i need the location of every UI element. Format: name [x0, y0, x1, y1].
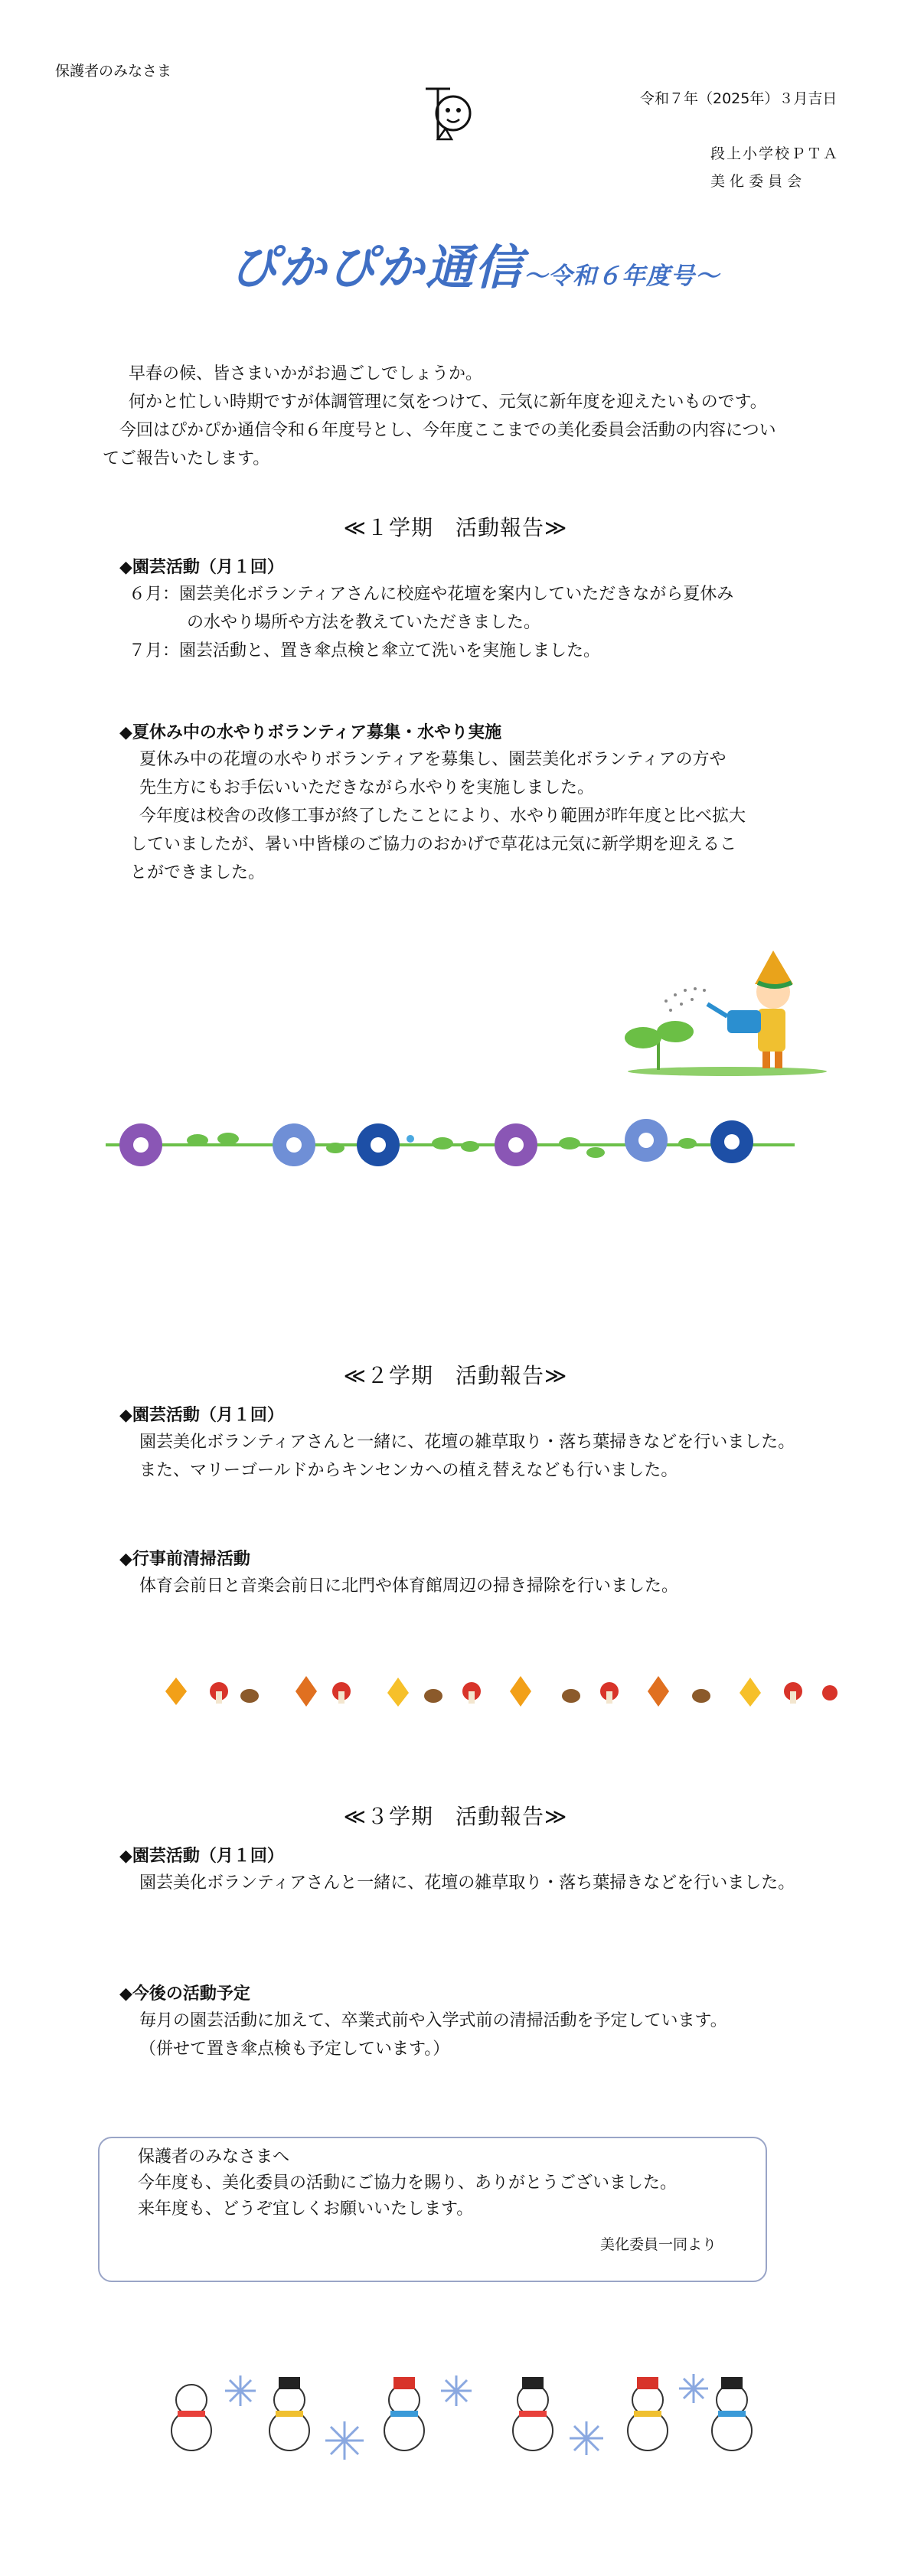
newsletter-title [230, 230, 720, 298]
term2-cleaning-line-1: 体育会前日と音楽会前日に北門や体育館周辺の掃き掃除を行いました。 [139, 1577, 679, 1596]
message-line-3: 来年度も、どうぞ宜しくお願いいたします。 [138, 2199, 474, 2219]
autumn-leaves-border [142, 1668, 847, 1717]
term1-gardening-line-2: の水やり場所や方法を教えていただきました。 [187, 613, 541, 632]
snowman-snowflake-border [161, 2360, 758, 2470]
intro-line-4: てご報告いたします。 [103, 449, 270, 468]
term1-watering-line-3: 今年度は校舎の改修工事が終了したことにより、水やり範囲が昨年度と比べ拡大 [139, 807, 746, 826]
term3-gardening-line-1: 園芸美化ボランティアさんと一緒に、花壇の雑草取り・落ち葉掃きなどを行いました。 [139, 1873, 795, 1893]
term3-heading: ≪３学期 活動報告≫ [343, 1804, 568, 1829]
term3-plans-line-2: （併せて置き傘点検も予定しています。） [139, 2040, 450, 2059]
org-name: 段上小学校ＰＴＡ [710, 145, 840, 162]
term1-watering-line-1: 夏休み中の花壇の水やりボランティアを募集し、園芸美化ボランティアの方や [139, 750, 727, 769]
watering-child-illustration [612, 924, 827, 1088]
pta-logo-icon [420, 84, 478, 145]
morning-glory-border [106, 1113, 795, 1177]
term2-cleaning-title: ◆行事前清掃活動 [119, 1550, 250, 1569]
term1-gardening-title: ◆園芸活動（月１回） [119, 558, 284, 577]
term2-gardening-title: ◆園芸活動（月１回） [119, 1406, 284, 1425]
term2-gardening-line-2: また、マリーゴールドからキンセンカへの植え替えなども行いました。 [139, 1461, 678, 1480]
term1-heading: ≪１学期 活動報告≫ [343, 515, 568, 540]
term3-plans-line-1: 毎月の園芸活動に加えて、卒業式前や入学式前の清掃活動を予定しています。 [139, 2011, 727, 2030]
term1-watering-line-4: していましたが、暑い中皆様のご協力のおかげで草花は元気に新学期を迎えるこ [130, 835, 737, 854]
committee-name: 美 化 委 員 会 [710, 173, 802, 190]
intro-line-3: 今回はぴかぴか通信令和６年度号とし、今年度ここまでの美化委員会活動の内容につい [119, 421, 776, 440]
term2-heading: ≪２学期 活動報告≫ [343, 1363, 568, 1388]
term2-gardening-line-1: 園芸美化ボランティアさんと一緒に、花壇の雑草取り・落ち葉掃きなどを行いました。 [139, 1433, 795, 1452]
intro-line-2: 何かと忙しい時期ですが体調管理に気をつけて、元気に新年度を迎えたいものです。 [129, 393, 767, 412]
addressee: 保護者のみなさま [55, 63, 172, 80]
issue-date: 令和７年（2025年）３月吉日 [640, 90, 838, 107]
term1-watering-line-5: とができました。 [130, 863, 266, 882]
message-line-1: 保護者のみなさまへ [138, 2147, 290, 2167]
title-sub: ～令和６年度号～ [524, 262, 720, 290]
intro-line-1: 早春の候、皆さまいかがお過ごしでしょうか。 [129, 364, 483, 383]
term1-watering-title: ◆夏休み中の水やりボランティア募集・水やり実施 [119, 723, 502, 742]
message-signature: 美化委員一同より [600, 2236, 717, 2253]
term1-gardening-line-1: ６月：園芸美化ボランティアさんに校庭や花壇を案内していただきながら夏休み [129, 585, 734, 604]
term3-gardening-title: ◆園芸活動（月１回） [119, 1847, 284, 1866]
term1-gardening-line-3: ７月：園芸活動と、置き傘点検と傘立て洗いを実施しました。 [129, 641, 601, 660]
message-line-2: 今年度も、美化委員の活動にご協力を賜り、ありがとうございました。 [138, 2173, 678, 2193]
title-main: ぴかぴか通信 [230, 240, 524, 295]
term1-watering-line-2: 先生方にもお手伝いいただきながら水やりを実施しました。 [139, 778, 595, 797]
term3-plans-title: ◆今後の活動予定 [119, 1984, 250, 2004]
